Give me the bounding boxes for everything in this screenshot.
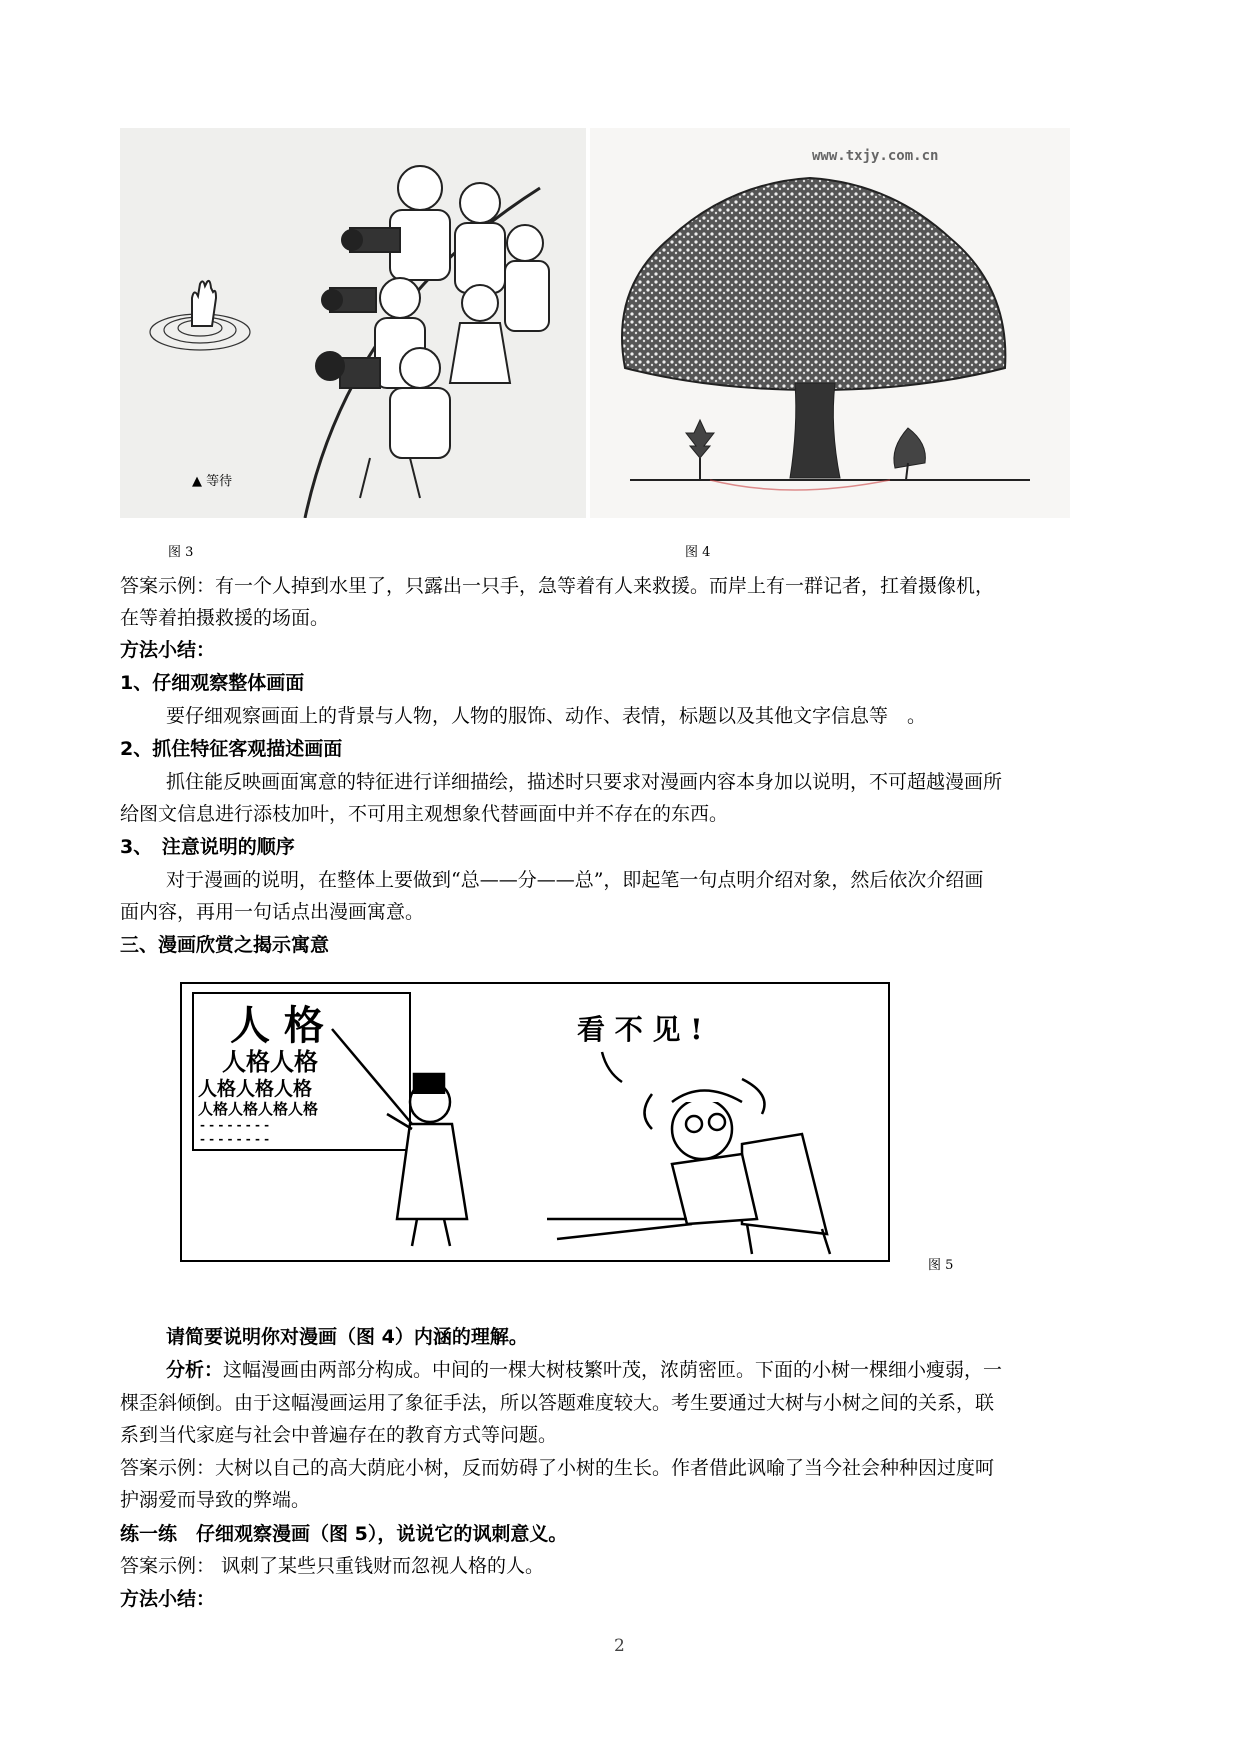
method-summary-title: 方法小结： [120, 639, 216, 661]
analysis-text-1: 这幅漫画由两部分构成。中间的一棵大树枝繁叶茂，浓荫密匝。下面的小树一棵细小瘦弱，一 [223, 1359, 1003, 1381]
analysis-line-3: 系到当代家庭与社会中普遍存在的教育方式等问题。 [120, 1424, 558, 1446]
method-text-3a: 对于漫画的说明，在整体上要做到“总——分——总”，即起笔一句点明介绍对象，然后依次介绍画 [166, 869, 984, 891]
figure-3-drawing [120, 128, 586, 518]
figure-5-drawing [182, 984, 888, 1260]
figure-4-drawing [590, 128, 1070, 518]
method-summary-title-2: 方法小结： [120, 1588, 216, 1610]
figure-4-caption: 图 4 [685, 545, 711, 560]
method-text-1: 要仔细观察画面上的背景与人物，人物的服饰、动作、表情，标题以及其他文字信息等 。 [166, 705, 927, 727]
method-text-3b: 面内容，再用一句话点出漫画寓意。 [120, 901, 425, 923]
speech-bubble-text: 看 不 见 ! [577, 1013, 703, 1046]
analysis-line-1 [166, 1353, 1002, 1387]
analysis-line-2: 棵歪斜倾倒。由于这幅漫画运用了象征手法，所以答题难度较大。考生要通过大树与小树之间的关系，联 [120, 1392, 995, 1414]
method-text-2a: 抓住能反映画面寓意的特征进行详细描绘，描述时只要求对漫画内容本身加以说明，不可超越漫画所 [166, 771, 1003, 793]
eye-chart-row-6: - - - - - - - - [200, 1132, 270, 1146]
eye-chart-row-4: 人格人格人格人格 [198, 1100, 319, 1118]
answer-example-line-1: 答案示例：有一个人掉到水里了，只露出一只手，急等着有人来救援。而岸上有一群记者，扛着摄像机， [120, 575, 995, 597]
answer-example-tree-2: 护溺爱而导致的弊端。 [120, 1489, 311, 1511]
answer-example-line-2: 在等着拍摄救援的场面。 [120, 607, 330, 629]
method-heading-2: 2、抓住特征客观描述画面 [120, 738, 343, 760]
method-text-2b: 给图文信息进行添枝加叶，不可用主观想象代替画面中并不存在的东西。 [120, 803, 729, 825]
figure-5-caption: 图 5 [928, 1258, 954, 1273]
section-3-title: 三、漫画欣赏之揭示寓意 [120, 934, 330, 956]
figure-3-label: ▲ 等待 [192, 474, 233, 489]
question-line: 请简要说明你对漫画（图 4）内涵的理解。 [166, 1326, 528, 1348]
answer-example-tree-1: 答案示例：大树以自己的高大荫庇小树，反而妨碍了小树的生长。作者借此讽喻了当今社会种种因过度呵 [120, 1457, 995, 1479]
figure-5-image [180, 982, 890, 1262]
analysis-label: 分析： [166, 1359, 224, 1381]
eye-chart-row-2: 人格人格 [222, 1047, 318, 1076]
eye-chart-row-1: 人 格 [230, 1002, 324, 1049]
figure-4-image [590, 128, 1070, 518]
figure-3-caption: 图 3 [168, 545, 194, 560]
method-heading-3: 3、 注意说明的顺序 [120, 836, 295, 858]
figure-4-watermark: www.txjy.com.cn [812, 148, 939, 164]
method-heading-1: 1、仔细观察整体画面 [120, 672, 305, 694]
practice-heading: 练一练 仔细观察漫画（图 5），说说它的讽刺意义。 [120, 1523, 568, 1545]
eye-chart-row-3: 人格人格人格 [198, 1078, 313, 1100]
figure-3-image [120, 128, 586, 518]
practice-answer: 答案示例： 讽刺了某些只重钱财而忽视人格的人。 [120, 1555, 545, 1577]
eye-chart-row-5: - - - - - - - - [200, 1118, 270, 1132]
page-number: 2 [614, 1636, 625, 1656]
